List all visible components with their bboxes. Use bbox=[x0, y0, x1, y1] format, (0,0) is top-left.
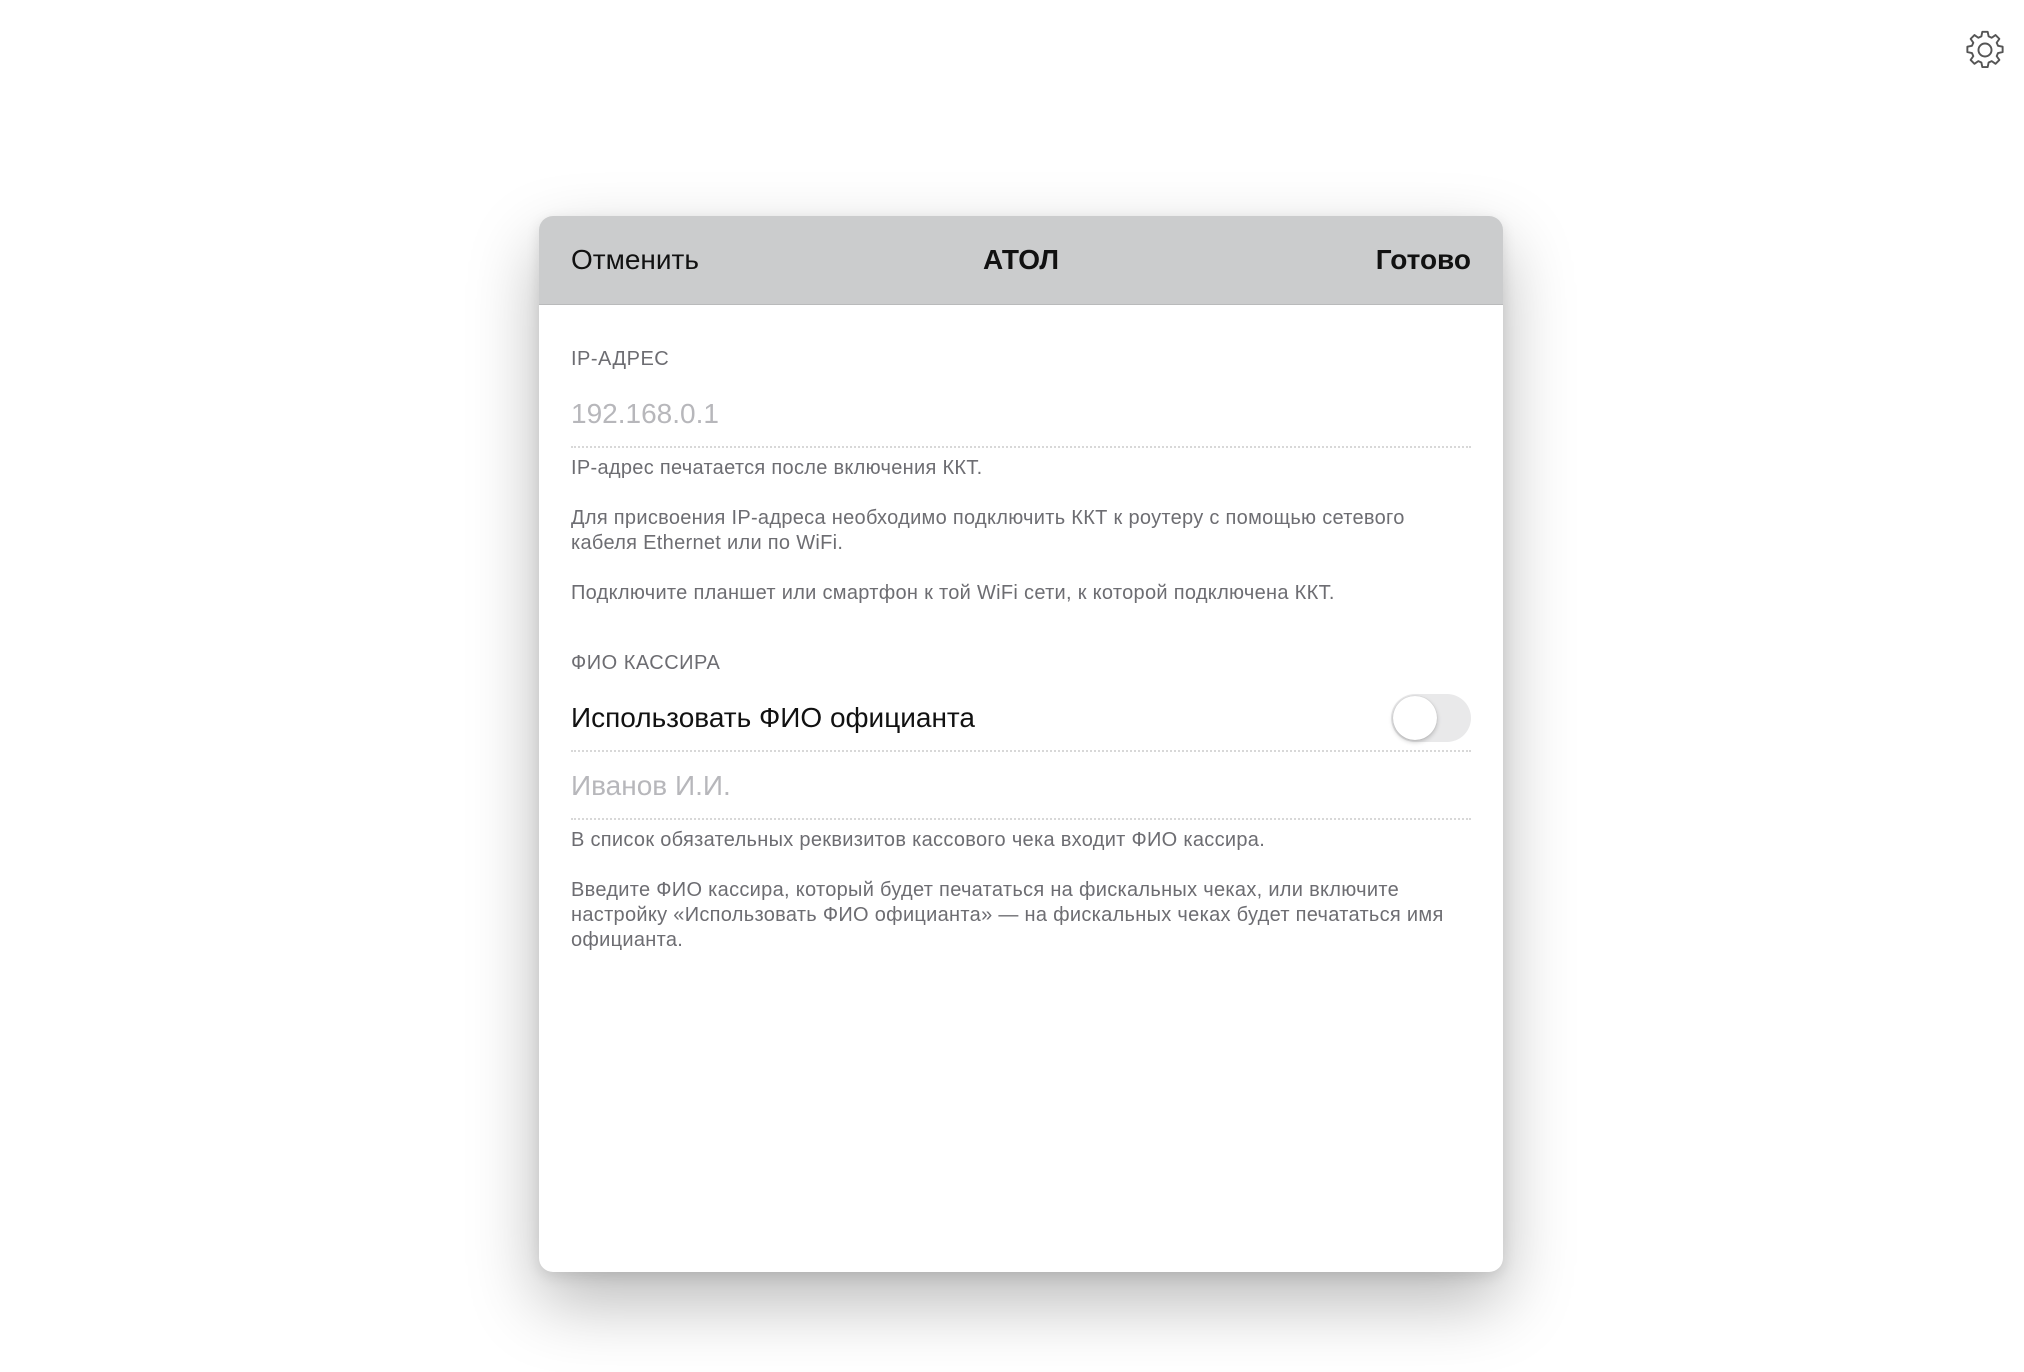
settings-gear-icon[interactable] bbox=[1962, 27, 2008, 73]
use-waiter-name-row bbox=[571, 686, 1471, 752]
ip-section-header: IP-АДРЕС bbox=[571, 348, 670, 370]
gear-icon bbox=[1962, 27, 2008, 73]
ip-address-input[interactable] bbox=[571, 382, 1471, 448]
modal-title: АТОЛ bbox=[983, 244, 1059, 275]
cashier-name-input[interactable] bbox=[571, 754, 1471, 820]
use-waiter-name-toggle[interactable] bbox=[1391, 694, 1471, 742]
cashier-note-2: Введите ФИО кассира, который будет печататься на фискальных чеках, или включите настройку «Использовать ФИО официанта» — на фискальных чеках будет печататься имя официанта. bbox=[571, 879, 1444, 951]
cashier-note-1: В список обязательных реквизитов кассового чека входит ФИО кассира. bbox=[571, 829, 1266, 851]
ip-note-1: IP-адрес печатается после включения ККТ. bbox=[571, 457, 983, 479]
ip-note-3: Подключите планшет или смартфон к той WiFi сети, к которой подключена ККТ. bbox=[571, 582, 1335, 604]
ip-note-2: Для присвоения IP-адреса необходимо подключить ККТ к роутеру с помощью сетевого кабеля Ethernet или по WiFi. bbox=[571, 507, 1405, 554]
use-waiter-name-label: Использовать ФИО официанта bbox=[571, 702, 975, 733]
toggle-knob bbox=[1393, 696, 1437, 740]
cancel-button[interactable]: Отменить bbox=[571, 244, 699, 275]
cashier-section-header: ФИО КАССИРА bbox=[571, 652, 721, 674]
done-button[interactable]: Готово bbox=[1375, 244, 1471, 275]
modal-navbar bbox=[539, 216, 1503, 305]
atol-settings-modal bbox=[539, 216, 1503, 1272]
